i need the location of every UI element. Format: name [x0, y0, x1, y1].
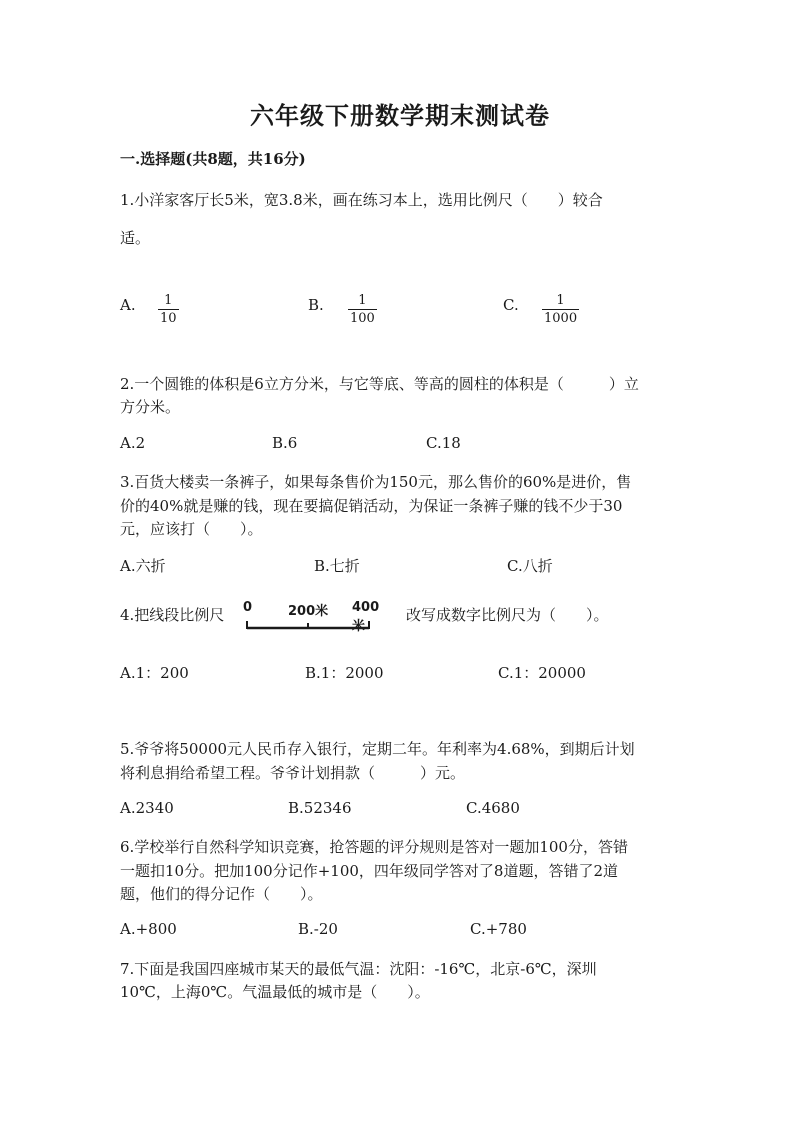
- question-3-line-3: 元，应该打（ ）。: [120, 520, 263, 538]
- question-6-line-1: 6.学校举行自然科学知识竞赛，抢答题的评分规则是答对一题加100分，答错: [120, 838, 628, 856]
- page-title: 六年级下册数学期末测试卷: [250, 101, 550, 130]
- question-4-prefix: 4.把线段比例尺: [120, 606, 225, 624]
- question-7-line-1: 7.下面是我国四座城市某天的最低气温：沈阳：-16℃，北京-6℃，深圳: [120, 960, 597, 978]
- question-3-line-2: 价的40%就是赚的钱，现在要搞促销活动，为保证一条裤子赚的钱不少于30: [120, 497, 623, 515]
- question-2-option-c: C.18: [426, 434, 461, 452]
- question-4-option-a: A.1：200: [120, 664, 189, 682]
- question-1-option-c-fraction: [542, 289, 579, 327]
- question-3-line-1: 3.百货大楼卖一条裤子，如果每条售价为150元，那么售价的60%是进价，售: [120, 473, 632, 491]
- question-5-option-c: C.4680: [466, 799, 520, 817]
- question-3-option-b: B.七折: [314, 557, 360, 575]
- question-1-option-a-label: A.: [120, 296, 136, 314]
- question-1-option-b-fraction: [348, 289, 377, 327]
- question-1-line-1: 1.小洋家客厅长5米，宽3.8米，画在练习本上，选用比例尺（ ）较合: [120, 191, 603, 209]
- question-1-line-2: 适。: [120, 229, 151, 247]
- scale-label-0: 0: [243, 600, 253, 615]
- fraction-denominator: 10: [160, 311, 177, 326]
- question-4-option-b: B.1：2000: [305, 664, 384, 682]
- question-4-suffix: 改写成数字比例尺为（ ）。: [406, 606, 609, 624]
- question-6-line-3: 题，他们的得分记作（ ）。: [120, 885, 323, 903]
- question-1-option-b-label: B.: [308, 296, 324, 314]
- question-2-line-1: 2.一个圆锥的体积是6立方分米，与它等底、等高的圆柱的体积是（ ）立: [120, 375, 639, 393]
- question-6-option-c: C.+780: [470, 920, 527, 938]
- question-5-line-1: 5.爷爷将50000元人民币存入银行，定期二年。年利率为4.68%，到期后计划: [120, 740, 635, 758]
- scale-label-400: 400米: [352, 600, 380, 634]
- question-2-option-b: B.6: [272, 434, 298, 452]
- line-segment-scale: [240, 598, 390, 638]
- scale-label-200: 200米: [288, 604, 329, 619]
- question-5-line-2: 将利息捐给希望工程。爷爷计划捐款（ ）元。: [120, 764, 466, 782]
- question-2-line-2: 方分米。: [120, 398, 181, 416]
- question-6-option-a: A.+800: [120, 920, 177, 938]
- fraction-denominator: 100: [350, 311, 375, 326]
- fraction-denominator: 1000: [544, 311, 578, 326]
- question-3-option-c: C.八折: [507, 557, 553, 575]
- question-3-option-a: A.六折: [120, 557, 166, 575]
- fraction-numerator: 1: [556, 293, 565, 308]
- fraction-numerator: 1: [358, 293, 367, 308]
- question-6-option-b: B.-20: [298, 920, 338, 938]
- question-1-option-c-label: C.: [503, 296, 519, 314]
- question-5-option-a: A.2340: [120, 799, 174, 817]
- section-heading: 一.选择题(共8题，共16分): [120, 150, 306, 168]
- question-4-option-c: C.1：20000: [498, 664, 586, 682]
- question-1-option-a-fraction: [158, 289, 179, 327]
- question-7-line-2: 10℃，上海0℃。气温最低的城市是（ ）。: [120, 983, 430, 1001]
- question-6-line-2: 一题扣10分。把加100分记作+100，四年级同学答对了8道题，答错了2道: [120, 862, 619, 880]
- question-5-option-b: B.52346: [288, 799, 352, 817]
- fraction-numerator: 1: [164, 293, 173, 308]
- scale-bar: [240, 598, 390, 638]
- question-2-option-a: A.2: [120, 434, 146, 452]
